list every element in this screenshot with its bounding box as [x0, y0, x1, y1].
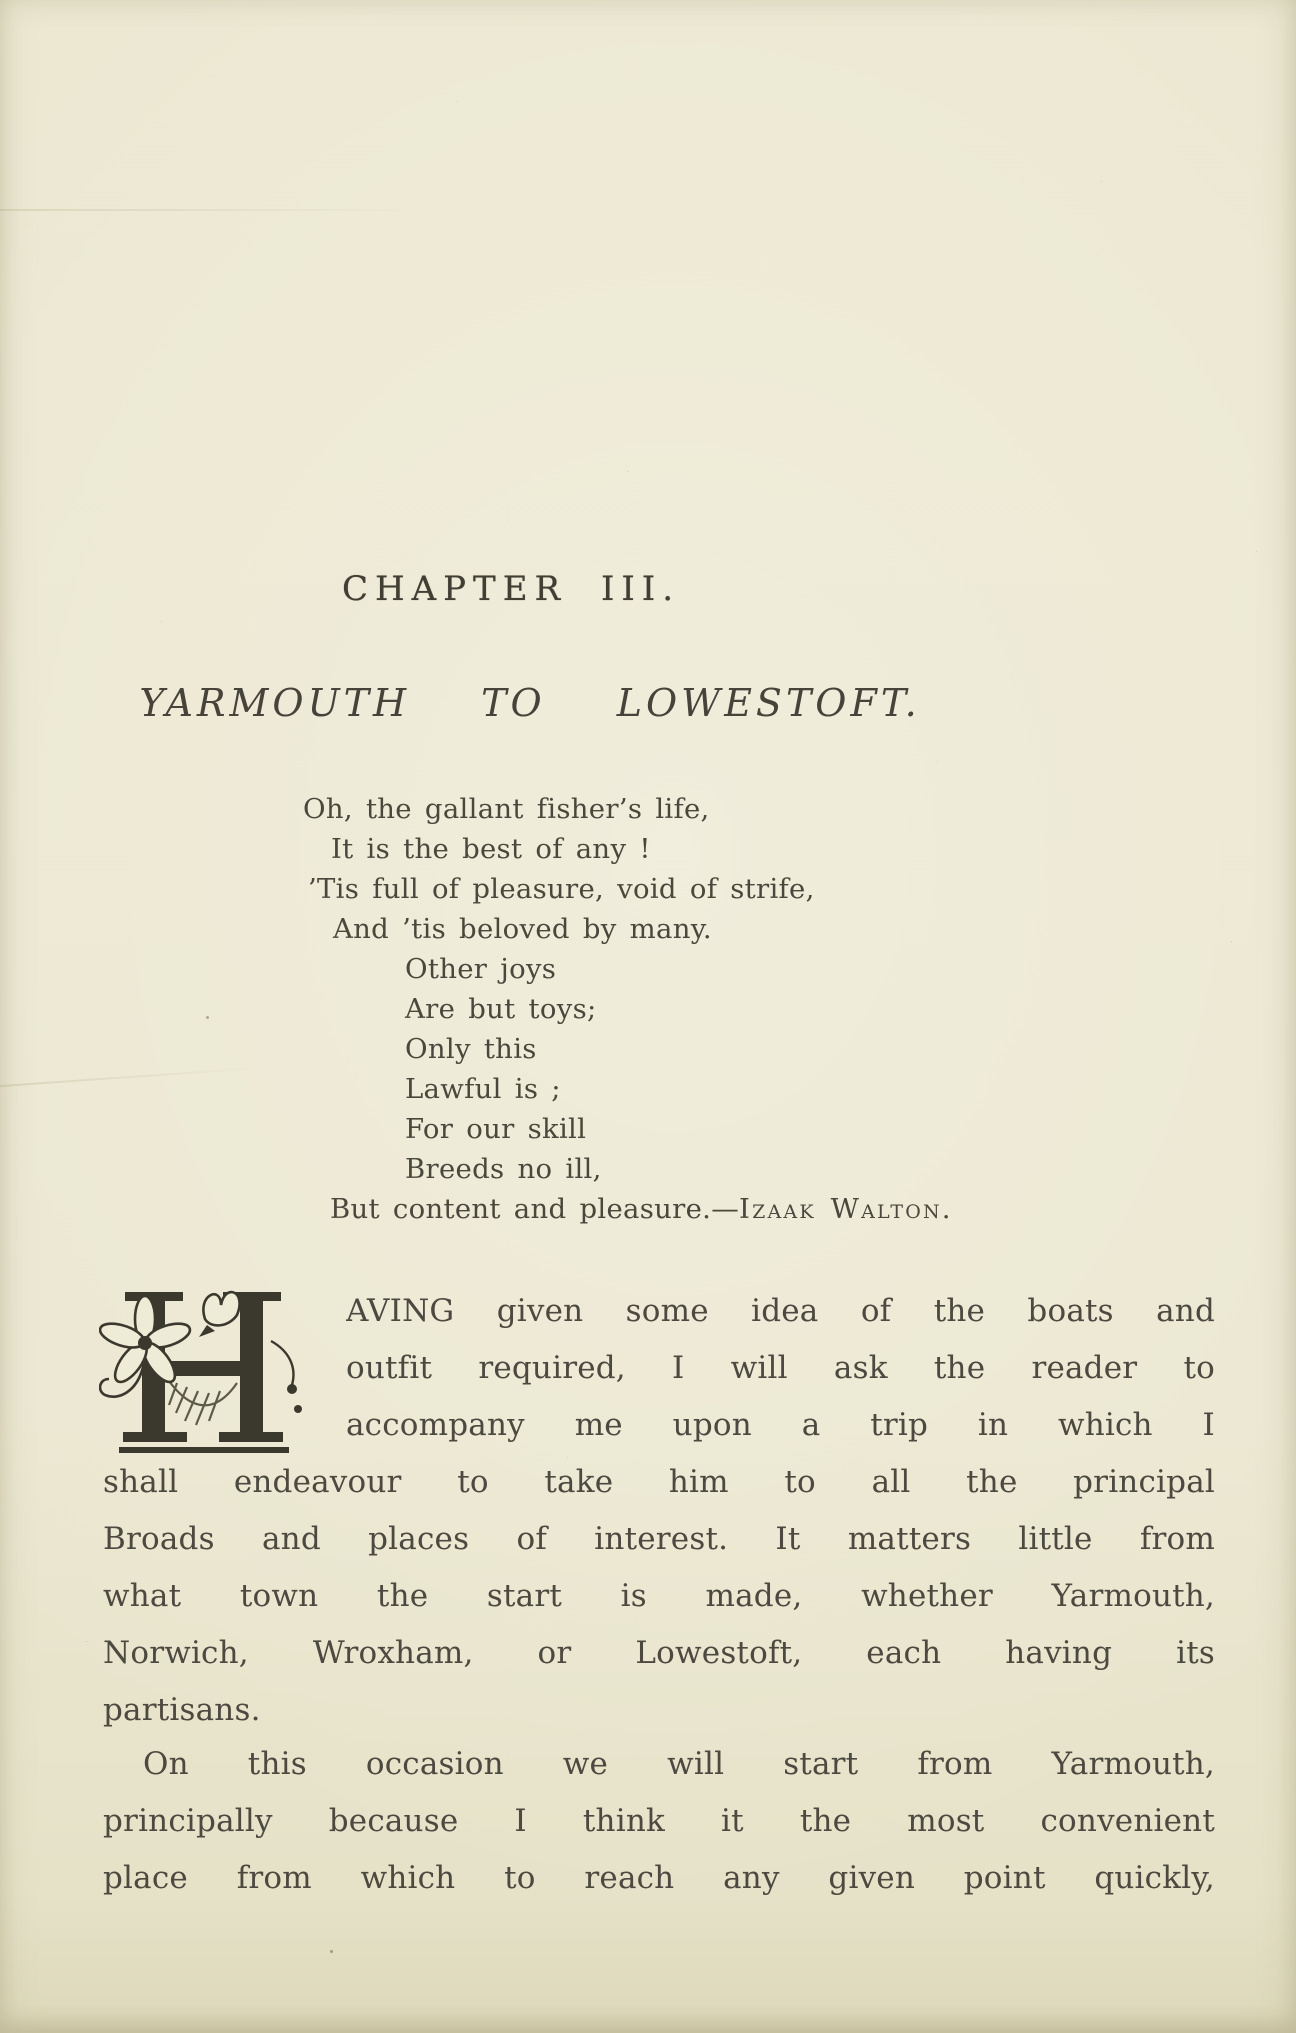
- body-line: Broads and places of interest. It matters little from: [103, 1521, 1215, 1557]
- opening-paragraph: [103, 1283, 1215, 1739]
- poem-line: And ’tis beloved by many.: [333, 913, 712, 945]
- poem-line: Lawful is ;: [405, 1073, 561, 1105]
- berry-ornament: [271, 1341, 302, 1413]
- poem-attribution-line: [330, 1189, 1296, 1229]
- body-line: accompany me upon a trip in which I: [346, 1407, 1215, 1443]
- chapter-subtitle: YARMOUTH TO LOWESTOFT.: [139, 681, 921, 725]
- poem-line: Breeds no ill,: [405, 1153, 602, 1185]
- poem-attribution: Izaak Walton.: [739, 1193, 953, 1225]
- poem-line: It is the best of any !: [331, 833, 651, 865]
- drop-cap-H: [99, 1279, 305, 1469]
- second-paragraph: [103, 1736, 1215, 1907]
- drop-cap-ornament: [99, 1279, 305, 1469]
- body-line: outfit required, I will ask the reader to: [346, 1350, 1215, 1386]
- epigraph-poem: [0, 789, 1296, 1229]
- body-line: principally because I think it the most convenient: [103, 1803, 1215, 1839]
- poem-line: Are but toys;: [405, 993, 597, 1025]
- body-line: partisans.: [103, 1692, 261, 1728]
- body-line: shall endeavour to take him to all the principal: [103, 1464, 1215, 1500]
- poem-line: Other joys: [405, 953, 557, 985]
- chapter-heading: CHAPTER III.: [341, 569, 681, 609]
- paper-crease: [0, 209, 430, 211]
- poem-line: For our skill: [405, 1113, 587, 1145]
- body-line: AVING given some idea of the boats and: [346, 1293, 1215, 1329]
- body-line: Norwich, Wroxham, or Lowestoft, each having its: [103, 1635, 1215, 1671]
- body-line: place from which to reach any given point quickly,: [103, 1860, 1215, 1896]
- body-line: On this occasion we will start from Yarmouth,: [143, 1746, 1215, 1782]
- poem-line: Only this: [405, 1033, 537, 1065]
- poem-line: Oh, the gallant fisher’s life,: [303, 793, 710, 825]
- poem-closing-text: But content and pleasure.—: [330, 1193, 740, 1225]
- body-line: what town the start is made, whether Yarmouth,: [103, 1578, 1215, 1614]
- poem-line: ’Tis full of pleasure, void of strife,: [308, 873, 815, 905]
- bud-ornament: [199, 1292, 240, 1337]
